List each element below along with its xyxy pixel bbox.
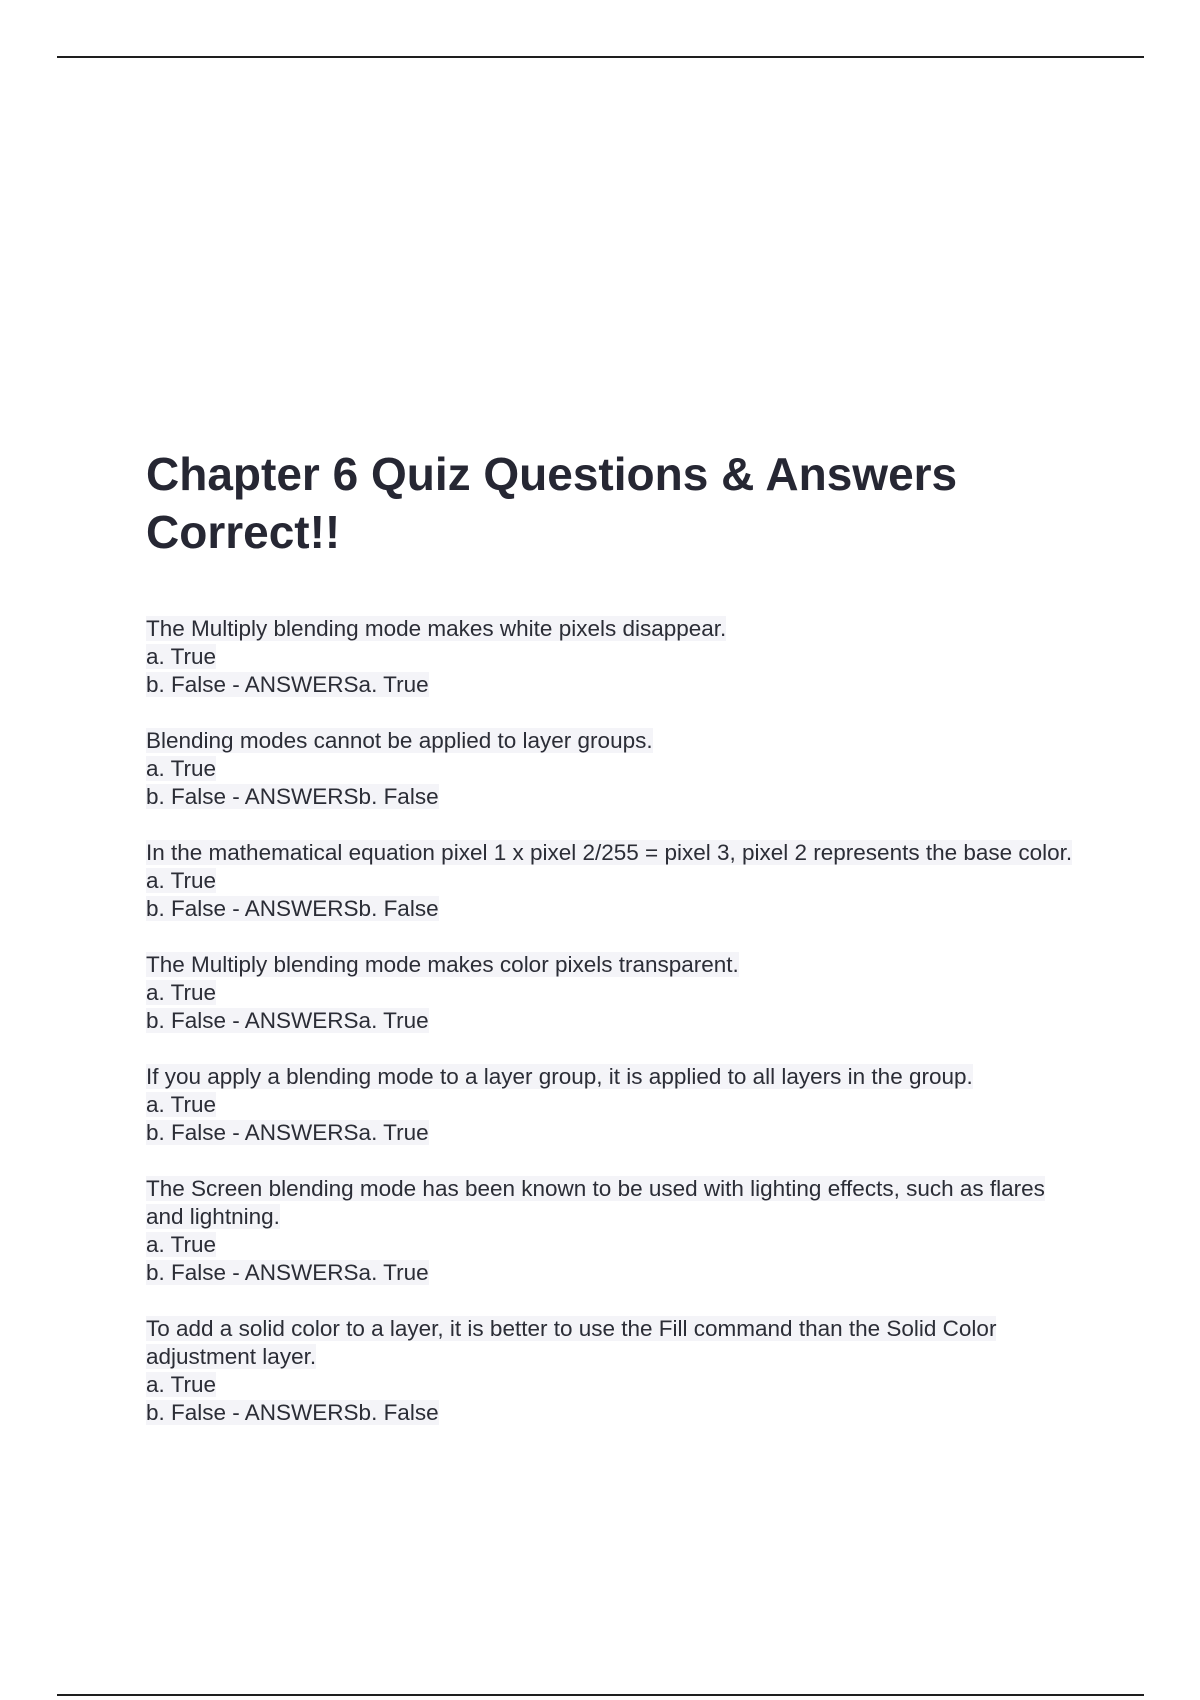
option-a: a. True (146, 1092, 217, 1117)
question-item (146, 615, 1086, 699)
top-rule (57, 56, 1144, 58)
question-text: Blending modes cannot be applied to layer groups. (146, 728, 653, 753)
bottom-rule (57, 1694, 1144, 1696)
question-item (146, 727, 1086, 811)
question-item (146, 839, 1086, 923)
question-text: If you apply a blending mode to a layer group, it is applied to all layers in the group. (146, 1064, 973, 1089)
option-a: a. True (146, 868, 217, 893)
question-text: The Multiply blending mode makes color pixels transparent. (146, 952, 739, 977)
document-title: Chapter 6 Quiz Questions & Answers Correct!! (146, 448, 958, 558)
question-text: The Screen blending mode has been known to be used with lighting effects, such as flares and lightning. (146, 1176, 1045, 1229)
question-list (146, 615, 1086, 1427)
option-b-answer: b. False - ANSWERSa. True (146, 1008, 429, 1033)
document-body (146, 445, 1086, 1455)
question-text: The Multiply blending mode makes white pixels disappear. (146, 616, 727, 641)
option-a: a. True (146, 1372, 217, 1397)
option-b-answer: b. False - ANSWERSa. True (146, 1120, 429, 1145)
option-a: a. True (146, 980, 217, 1005)
option-a: a. True (146, 756, 217, 781)
question-item (146, 1315, 1086, 1427)
option-a: a. True (146, 1232, 217, 1257)
question-item (146, 1175, 1086, 1287)
question-item (146, 951, 1086, 1035)
question-text: In the mathematical equation pixel 1 x pixel 2/255 = pixel 3, pixel 2 represents the base color. (146, 840, 1073, 865)
question-text: To add a solid color to a layer, it is better to use the Fill command than the Solid Color adjustment layer. (146, 1316, 997, 1369)
option-b-answer: b. False - ANSWERSa. True (146, 672, 429, 697)
option-b-answer: b. False - ANSWERSb. False (146, 1400, 439, 1425)
option-b-answer: b. False - ANSWERSb. False (146, 784, 439, 809)
option-a: a. True (146, 644, 217, 669)
question-item (146, 1063, 1086, 1147)
option-b-answer: b. False - ANSWERSb. False (146, 896, 439, 921)
option-b-answer: b. False - ANSWERSa. True (146, 1260, 429, 1285)
